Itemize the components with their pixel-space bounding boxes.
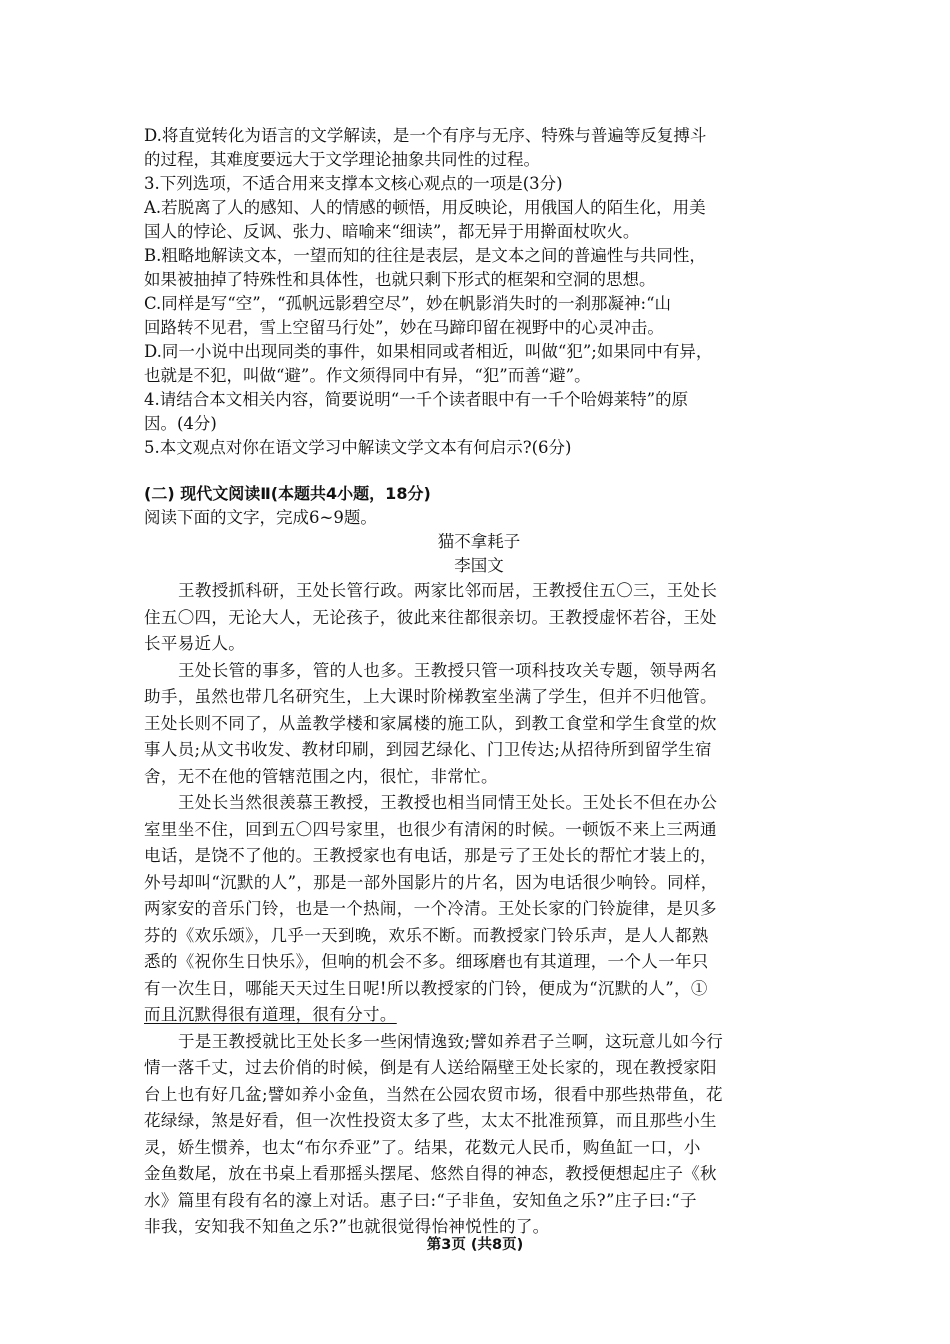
underlined-text: 而且沉默得很有道理，很有分寸。 — [144, 1005, 397, 1024]
text-line: 王处长则不同了，从盖教学楼和家属楼的施工队，到教工食堂和学生食堂的炊 — [144, 713, 717, 733]
text-line: D.将直觉转化为语言的文学解读，是一个有序与无序、特殊与普遍等反复搏斗 — [144, 126, 707, 145]
text-line: 电话，是饶不了他的。王教授家也有电话，那是亏了王处长的帮忙才装上的， — [144, 846, 717, 865]
text-line: 事人员;从文书收发、教材印刷，到园艺绿化、门卫传达;从招待所到留学生宿 — [144, 740, 712, 759]
paragraph — [144, 578, 814, 658]
text-line: 外号却叫“沉默的人”，那是一部外国影片的片名，因为电话很少响铃。同样， — [144, 872, 718, 892]
text-line: 金鱼数尾，放在书桌上看那摇头摆尾、悠然自得的神态，教授便想起庄子《秋 — [144, 1164, 717, 1183]
text-line: 有一次生日，哪能天天过生日呢!所以教授家的门铃，便成为“沉默的人”，① — [144, 978, 708, 998]
text-line: 国人的悖论、反讽、张力、暗喻来“细读”，都无异于用擀面杖吹火。 — [144, 222, 640, 241]
text-line: 舍，无不在他的管辖范围之内，很忙，非常忙。 — [144, 766, 498, 786]
text-line: 灵，娇生惯养，也太“布尔乔亚”了。结果，花数元人民币，购鱼缸一口，小 — [144, 1137, 701, 1157]
q4-stem — [144, 388, 814, 436]
q2-option-d — [144, 124, 814, 172]
text-line: 室里坐不住，回到五〇四号家里，也很少有清闲的时候。一顿饭不来上三两通 — [144, 819, 717, 839]
page-body — [144, 124, 814, 1241]
question-block — [144, 124, 814, 460]
paragraph — [144, 658, 814, 791]
section-instruction: 阅读下面的文字，完成6~9题。 — [144, 508, 377, 527]
text-line: 芬的《欢乐颂》，几乎一天到晚，欢乐不断。而教授家门铃乐声，是人人都熟 — [144, 925, 709, 945]
text-line: A.若脱离了人的感知、人的情感的顿悟，用反映论，用俄国人的陌生化，用美 — [144, 198, 706, 217]
story-title: 猫不拿耗子 — [437, 532, 521, 551]
text-line: 王处长管的事多，管的人也多。王教授只管一项科技攻关专题，领导两名 — [178, 660, 718, 680]
text-line: 长平易近人。 — [144, 634, 246, 653]
text-line: 如果被抽掉了特殊性和具体性，也就只剩下形式的框架和空洞的思想。 — [144, 270, 656, 289]
text-line: 花绿绿，煞是好看，但一次性投资太多了些，太太不批准预算，而且那些小生 — [144, 1111, 717, 1130]
text-line: 回路转不见君，雪上空留马行处”，妙在马蹄印留在视野中的心灵冲击。 — [144, 318, 664, 337]
q3-option-b — [144, 244, 814, 292]
text-line: 非我，安知我不知鱼之乐?”也就很觉得怡神悦性的了。 — [144, 1217, 550, 1236]
text-line: 情一落千丈，过去价俏的时候，倒是有人送给隔壁王处长家的，现在教授家阳 — [144, 1058, 717, 1077]
text-line: 悉的《祝你生日快乐》，但响的机会不多。细琢磨也有其道理，一个人一年只 — [144, 952, 709, 971]
text-line: 住五〇四，无论大人，无论孩子，彼此来往都很亲切。王教授虚怀若谷，王处 — [144, 607, 717, 627]
text-line: 王处长当然很羡慕王教授，王教授也相当同情王处长。王处长不但在办公 — [178, 793, 718, 812]
paragraph — [144, 1029, 814, 1241]
page-footer: 第3页 (共8页) — [426, 1237, 524, 1253]
q3-option-a — [144, 196, 814, 244]
text-line: 水》篇里有段有名的濠上对话。惠子曰:“子非鱼，安知鱼之乐?”庄子曰:“子 — [144, 1190, 697, 1210]
q3-stem: 3.下列选项，不适合用来支撑本文核心观点的一项是(3分) — [144, 174, 563, 193]
text-line: 也就是不犯，叫做“避”。作文须得同中有异，“犯”而善“避”。 — [144, 366, 591, 385]
text-line: 助手，虽然也带几名研究生，上大课时阶梯教室坐满了学生，但并不归他管。 — [144, 687, 717, 706]
spacer — [144, 460, 814, 482]
section-title: (二) 现代文阅读Ⅱ(本题共4小题，18分) — [144, 484, 431, 503]
text-line: 两家安的音乐门铃，也是一个热闹，一个冷清。王处长家的门铃旋律，是贝多 — [144, 899, 717, 918]
text-line: 王教授抓科研，王处长管行政。两家比邻而居，王教授住五〇三，王处长 — [178, 581, 718, 600]
underlined-sentence — [144, 1002, 814, 1029]
q3-option-d — [144, 340, 814, 388]
text-line: D.同一小说中出现同类的事件，如果相同或者相近，叫做“犯”;如果同中有异， — [144, 342, 713, 361]
text-line: 4.请结合本文相关内容，简要说明“一千个读者眼中有一千个哈姆莱特”的原 — [144, 390, 689, 409]
text-line: 于是王教授就比王处长多一些闲情逸致;譬如养君子兰啊，这玩意儿如今行 — [178, 1031, 724, 1051]
story-author: 李国文 — [454, 556, 504, 575]
text-line: B.粗略地解读文本，一望而知的往往是表层，是文本之间的普遍性与共同性， — [144, 246, 706, 265]
text-line: 因。(4分) — [144, 414, 217, 433]
text-line: 的过程，其难度要远大于文学理论抽象共同性的过程。 — [144, 150, 540, 169]
paragraph — [144, 790, 814, 1029]
text-line: C.同样是写“空”，“孤帆远影碧空尽”，妙在帆影消失时的一刹那凝神:“山 — [144, 294, 672, 313]
text-line: 台上也有好几盆;譬如养小金鱼，当然在公园农贸市场，很看中那些热带鱼，花 — [144, 1084, 723, 1104]
q5-stem: 5.本文观点对你在语文学习中解读文学文本有何启示?(6分) — [144, 438, 572, 457]
q3-option-c — [144, 292, 814, 340]
